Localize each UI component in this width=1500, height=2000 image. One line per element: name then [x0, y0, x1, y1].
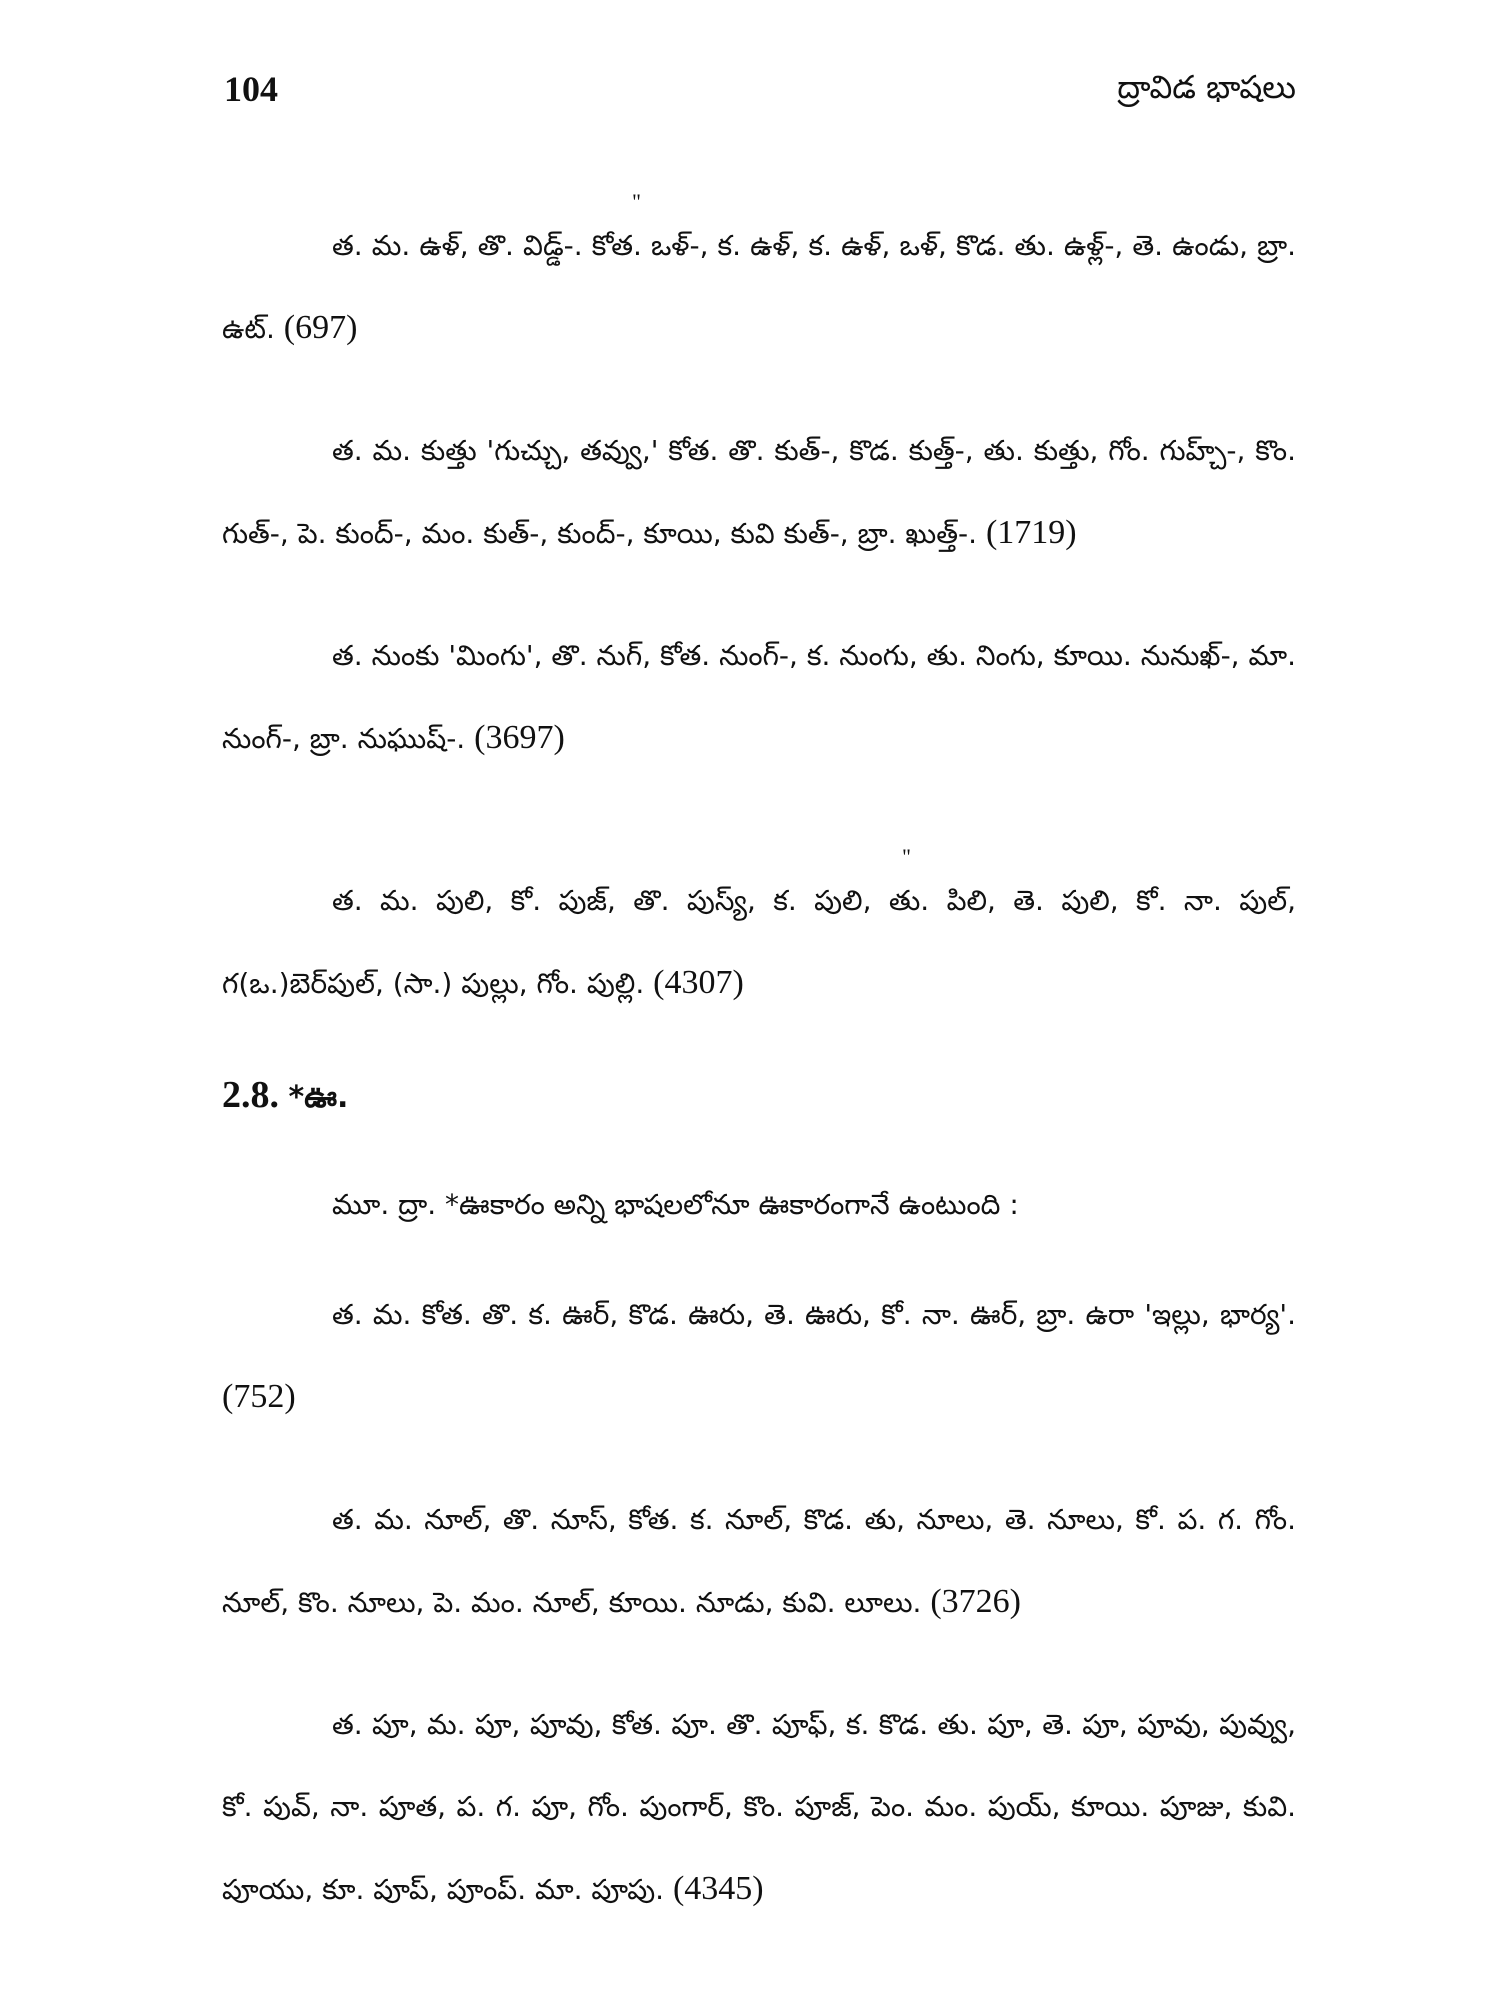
running-title: ద్రావిడ భాషలు — [1117, 68, 1296, 106]
reference-number: (1719) — [985, 514, 1077, 551]
double-tick-mark: " — [902, 844, 911, 869]
paragraph-4307 — [222, 844, 1296, 1025]
paragraph-text: త. నుంకు 'మింగు', తొ. నుగ్, కోత. నుంగ్-, క. నుంగు, తు. నింగు, కూయి. నునుఖ్-, మా. నుంగ్-, బ్రా. నుఘుష్-. — [222, 639, 1296, 755]
reference-number: (697) — [283, 309, 358, 346]
paragraph-4345 — [222, 1684, 1296, 1931]
reference-number: (3697) — [474, 719, 565, 756]
paragraph-text: త. మ. నూల్, తొ. నూస్, కోత. క. నూల్, కొడ. తు, నూలు, తె. నూలు, కో. ప. గ. గోం. నూల్, కొం. నూలు, పె. మం. నూల్, కూయి. నూడు, కువి. లూలు. — [222, 1503, 1296, 1619]
page-number: 104 — [224, 69, 278, 109]
paragraph-text: త. మ. పులి, కో. పుజ్, తొ. పుస్య్, క. పులి, తు. పిలి, తె. పులి, కో. నా. పుల్, గ(ఒ.)బెర్‌పుల్, (సా.) పుల్లు, గోం. పుల్లి. — [222, 884, 1296, 1000]
spacer — [222, 820, 1296, 860]
paragraph-697 — [222, 189, 1296, 370]
paragraph-752 — [222, 1274, 1296, 1439]
page-header — [224, 68, 1296, 128]
reference-number: (3726) — [930, 1583, 1021, 1620]
paragraph-3726 — [222, 1479, 1296, 1644]
reference-number: (752) — [222, 1378, 296, 1415]
reference-number: (4345) — [672, 1870, 764, 1907]
paragraph-text: త. మ. కుత్తు 'గుచ్చు, తవ్వు,' కోత. తొ. కుత్-, కొడ. కుత్త్‌-, తు. కుత్తు, గోం. గుహ్చ్-, కొం. గుత్-, పె. కుంద్-, మం. కుత్-, కుంద్-, కూయి, కువి కుత్-, బ్రా. ఖుత్త్‌-. — [222, 434, 1296, 550]
paragraph-1719 — [222, 410, 1296, 575]
reference-number: (4307) — [653, 964, 744, 1001]
paragraph-3697 — [222, 615, 1296, 780]
paragraph-text: త. మ. కోత. తొ. క. ఊర్, కొడ. ఊరు, తె. ఊరు, కో. నా. ఊర్, బ్రా. ఉరా 'ఇల్లు, భార్య'. — [332, 1298, 1296, 1331]
paragraph-text: మూ. ద్రా. *ఊకారం అన్ని భాషలలోనూ ఊకారంగానే ఉంటుంది : — [332, 1188, 1019, 1221]
section-title: *ఊ. — [288, 1080, 349, 1115]
section-intro — [222, 1164, 1296, 1246]
section-number: 2.8. — [222, 1074, 279, 1116]
section-heading — [222, 1065, 1296, 1128]
paragraph-text: త. మ. ఉళ్, తొ. విడ్డ్‌-. కోత. ఒళ్-, క. ఉళ్, క. ఉళ్, ఒళ్, కొడ. తు. ఉళ్ల్‌-, తె. ఉండు, బ్రా. ఉట్. — [222, 229, 1296, 345]
paragraph-text: త. పూ, మ. పూ, పూవు, కోత. పూ. తొ. పూఫ్, క. కొడ. తు. పూ, తె. పూ, పూవు, పువ్వు, కో. పువ్, నా. పూత, ప. గ. పూ, గోం. పుంగార్, కొం. పూజ్, పెం. మం. పుయ్, కూయి. పూజు, కువి. పూయు, కూ. పూప్, పూంప్. మా. పూపు. — [222, 1708, 1296, 1906]
double-tick-mark: " — [632, 189, 641, 214]
page-body — [222, 189, 1296, 1971]
